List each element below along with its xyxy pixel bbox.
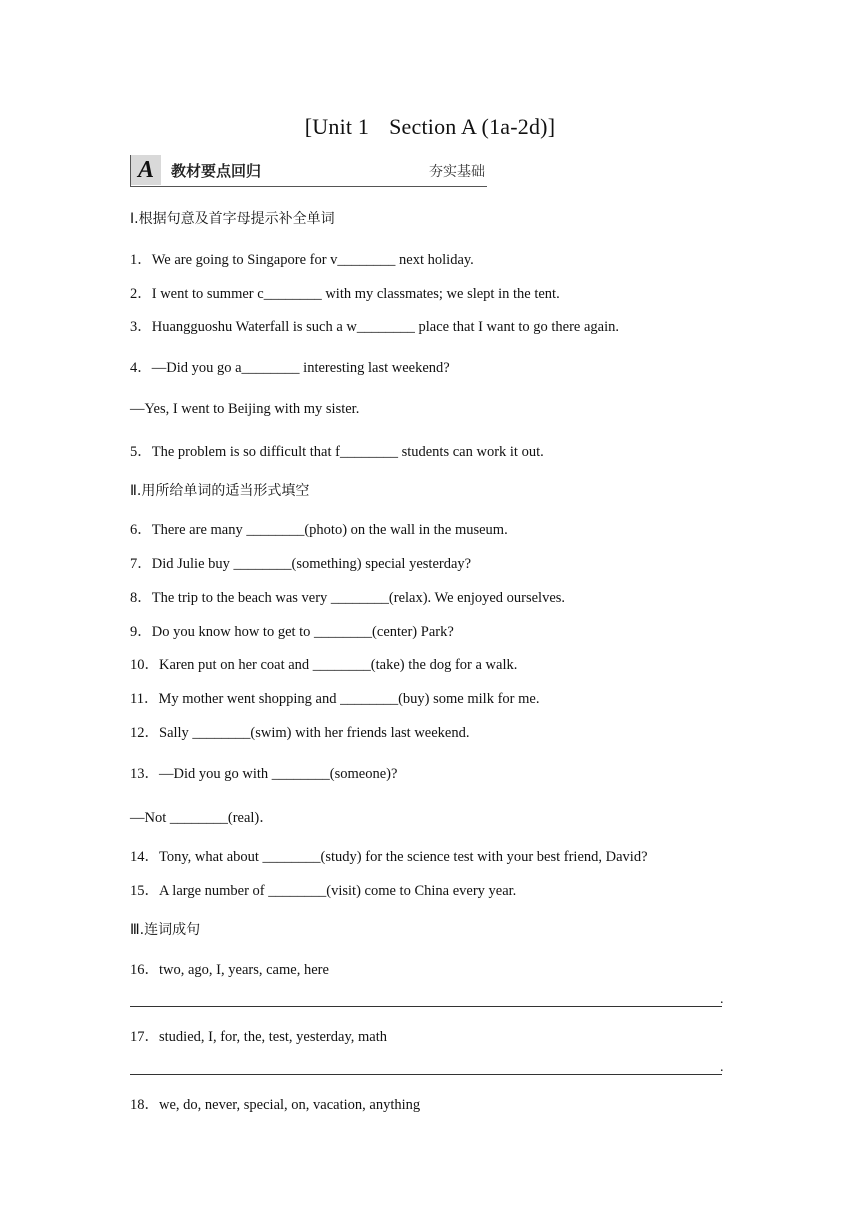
title-unit: [Unit 1 xyxy=(304,114,370,139)
title-section: Section A (1a-2d)] xyxy=(389,114,556,139)
question-3: 3．Huangguoshu Waterfall is such a w________ place that I want to go there again. xyxy=(130,319,620,335)
banner-badge: A xyxy=(131,155,161,185)
answer-period-17: . xyxy=(720,1060,724,1075)
banner-title: 教材要点回归 xyxy=(171,162,262,180)
question-4-answer: —Yes, I went to Beijing with my sister. xyxy=(130,401,360,417)
section-heading-3: Ⅲ.连词成句 xyxy=(130,922,201,938)
section-heading-1: Ⅰ.根据句意及首字母提示补全单词 xyxy=(130,211,335,227)
question-9: 9．Do you know how to get to ________(center) Park? xyxy=(130,624,454,640)
section-heading-2: Ⅱ.用所给单词的适当形式填空 xyxy=(130,483,310,499)
question-13: 13．—Did you go with ________(someone)? xyxy=(130,766,398,782)
answer-line-16 xyxy=(130,1006,722,1007)
section-banner xyxy=(130,155,487,187)
question-14: 14．Tony, what about ________(study) for the science test with your best friend, David? xyxy=(130,849,648,865)
question-12: 12．Sally ________(swim) with her friends last weekend. xyxy=(130,725,470,741)
question-13-answer: —Not ________(real)． xyxy=(130,810,274,826)
question-2: 2．I went to summer c________ with my classmates; we slept in the tent. xyxy=(130,286,560,302)
question-5: 5．The problem is so difficult that f________ students can work it out. xyxy=(130,444,544,460)
answer-line-17 xyxy=(130,1074,722,1075)
question-7: 7．Did Julie buy ________(something) special yesterday? xyxy=(130,556,472,572)
answer-period-16: . xyxy=(720,992,724,1007)
page-title xyxy=(0,114,860,140)
question-8: 8．The trip to the beach was very ________(relax). We enjoyed ourselves. xyxy=(130,590,566,606)
banner-tagline: 夯实基础 xyxy=(429,164,485,180)
question-16: 16．two, ago, I, years, came, here xyxy=(130,962,329,978)
question-11: 11．My mother went shopping and ________(buy) some milk for me. xyxy=(130,691,540,707)
question-10: 10．Karen put on her coat and ________(take) the dog for a walk. xyxy=(130,657,518,673)
question-1: 1．We are going to Singapore for v________ next holiday. xyxy=(130,252,474,268)
question-6: 6．There are many ________(photo) on the wall in the museum. xyxy=(130,522,508,538)
question-18: 18．we, do, never, special, on, vacation, anything xyxy=(130,1097,421,1113)
question-4: 4．—Did you go a________ interesting last weekend? xyxy=(130,360,450,376)
question-15: 15．A large number of ________(visit) come to China every year. xyxy=(130,883,517,899)
question-17: 17．studied, I, for, the, test, yesterday, math xyxy=(130,1029,387,1045)
